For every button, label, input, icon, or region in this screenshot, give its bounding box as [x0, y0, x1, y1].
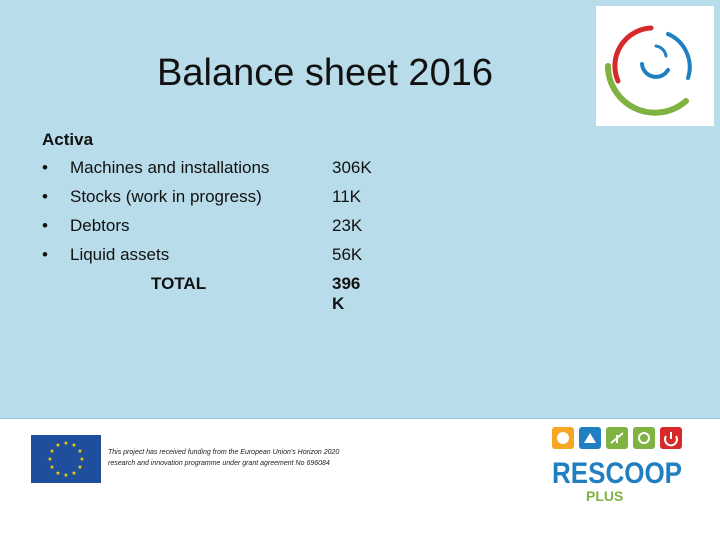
bullet: •: [42, 187, 48, 206]
item-label: Stocks (work in progress): [70, 187, 262, 206]
total-label: TOTAL: [151, 274, 207, 293]
item-value: 11K: [332, 187, 361, 206]
top-logo-rings-icon: [596, 6, 714, 126]
item-value: 56K: [332, 245, 363, 264]
svg-text:★: ★: [47, 456, 53, 463]
eu-flag-icon: [31, 435, 101, 483]
item-value: 306K: [332, 158, 372, 177]
svg-text:★: ★: [77, 464, 83, 471]
svg-text:★: ★: [79, 456, 85, 463]
logo-subtext: PLUS: [586, 488, 624, 504]
item-value: 23K: [332, 216, 363, 235]
section-heading: Activa: [42, 130, 94, 149]
item-label: Debtors: [70, 216, 130, 235]
funding-notice: This project has received funding from the European Union's Horizon 2020 research and innovation programme under grant agreement No 696084: [108, 449, 340, 467]
svg-text:★: ★: [49, 464, 55, 471]
svg-text:★: ★: [71, 470, 77, 477]
bullet: •: [42, 245, 48, 264]
item-label: Liquid assets: [70, 245, 170, 264]
total-value: 396 K: [332, 274, 361, 313]
rescoop-plus-logo-icon: [548, 425, 688, 505]
slide-title: Balance sheet 2016: [157, 52, 493, 94]
bullet: •: [42, 216, 48, 235]
svg-text:★: ★: [49, 448, 55, 455]
svg-text:★: ★: [55, 470, 61, 477]
bullet: •: [42, 158, 48, 177]
item-label: Machines and installations: [70, 158, 270, 177]
svg-text:★: ★: [55, 442, 61, 449]
svg-text:★: ★: [77, 448, 83, 455]
footer: [0, 418, 720, 541]
svg-text:★: ★: [63, 472, 69, 479]
logo-wordmark: RESCOOP: [552, 457, 682, 490]
svg-text:★: ★: [63, 440, 69, 447]
svg-text:★: ★: [71, 442, 77, 449]
